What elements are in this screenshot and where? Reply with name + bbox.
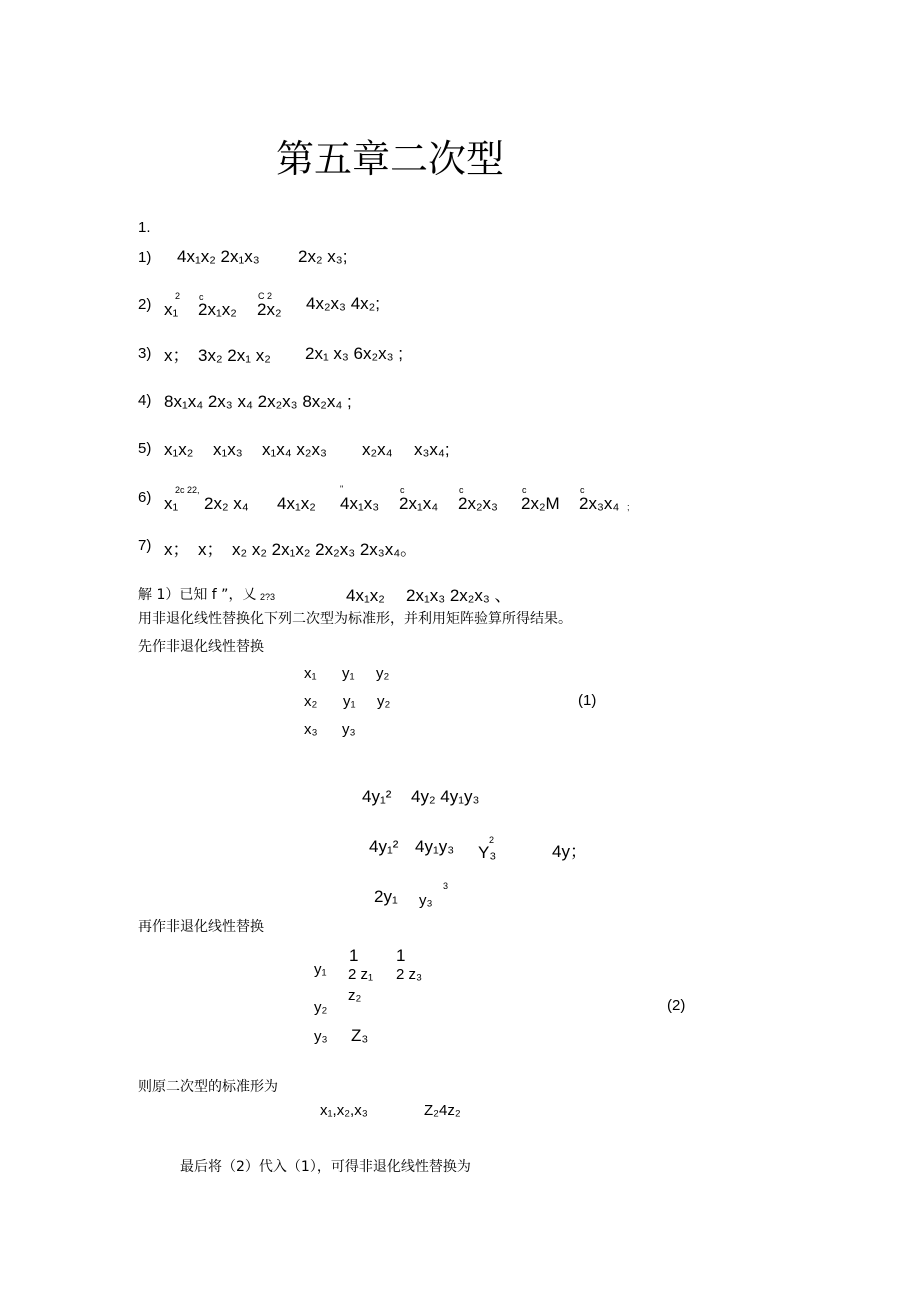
superscript: c	[199, 292, 204, 302]
variable: y₂	[314, 999, 328, 1016]
step-text: 再作非退化线性替换	[138, 919, 264, 935]
variable: Z₃	[351, 1026, 369, 1045]
solution-intro: 解 1）已知 f ”，乂	[138, 587, 257, 603]
superscript: c	[580, 485, 585, 495]
formula-part: 4y₂ 4y₁y₃	[411, 787, 480, 806]
formula-part: 4x₂x₃ 4x₂;	[306, 294, 380, 313]
formula-part: 4y₁²	[362, 787, 392, 806]
formula-part: 2x₁x₃ 2x₂x₃ 、	[406, 586, 512, 605]
variable: x₃	[304, 721, 318, 738]
formula-part: 4x₁x₂	[346, 586, 385, 605]
formula-part: x₁x₄ x₂x₃	[262, 440, 327, 459]
superscript: c	[522, 485, 527, 495]
step-text: 最后将（2）代入（1），可得非退化线性替换为	[180, 1159, 471, 1175]
formula-part: 4y₁²	[369, 837, 399, 856]
formula-part: ;	[627, 502, 630, 512]
formula-part: x；	[164, 346, 190, 365]
variable: y₁	[342, 665, 355, 682]
formula-part: 2x₃x₄	[579, 494, 620, 513]
variable: y₁	[343, 693, 356, 710]
variable: y₂	[376, 665, 390, 682]
formula-part: 2x₂ x₃;	[298, 247, 348, 266]
variable: y₃	[314, 1028, 328, 1045]
step-text: 先作非退化线性替换	[138, 639, 264, 655]
superscript: c	[400, 485, 405, 495]
page-title: 第五章二次型	[276, 137, 505, 181]
superscript: 2	[489, 835, 495, 845]
item-label: 3)	[138, 345, 152, 362]
formula-part: 2x₂ x₄	[204, 494, 249, 513]
formula-part: Y₃	[478, 843, 497, 862]
formula-part: x；	[198, 540, 224, 559]
formula-part: x₁x₃	[213, 440, 243, 459]
superscript: C 2	[258, 291, 273, 301]
formula-part: x₃x₄;	[414, 440, 450, 459]
formula-part: 2x₁ x₃ 6x₂x₃ ;	[305, 344, 403, 363]
superscript: "	[340, 484, 344, 494]
variable: x₂	[304, 693, 318, 710]
formula-part: 2x₁x₄	[399, 494, 439, 513]
formula-part: x₂x₄	[362, 440, 393, 459]
step-text: 则原二次型的标准形为	[138, 1079, 278, 1095]
item-label: 1)	[138, 249, 152, 266]
formula-part: x₁,x₂,x₃	[320, 1102, 368, 1119]
variable: y₂	[377, 693, 391, 710]
formula-part: x₁	[164, 300, 179, 319]
item-label: 6)	[138, 489, 152, 506]
formula-part: x；	[164, 540, 190, 559]
problem-statement: 用非退化线性替换化下列二次型为标准形，并利用矩阵验算所得结果。	[138, 611, 572, 627]
superscript: 2c 22,	[175, 485, 200, 495]
formula-part: 2x₁x₂	[198, 300, 237, 319]
item-label: 7)	[138, 537, 152, 554]
superscript: 3	[443, 881, 449, 891]
variable: y₁	[314, 961, 327, 978]
formula-part: 4y₁y₃	[415, 837, 455, 856]
section-number: 1.	[138, 219, 151, 236]
formula-part: x₁	[164, 494, 179, 513]
fraction-term: 2 z₁	[348, 966, 374, 983]
formula-part: 3x₂ 2x₁ x₂	[198, 346, 271, 365]
variable: y₃	[342, 721, 356, 738]
formula-part: 2x₂	[257, 300, 282, 319]
superscript: c	[459, 485, 464, 495]
subscript: 2?3	[260, 592, 276, 602]
formula-part: x₁x₂	[164, 440, 194, 459]
formula-part: 2y₁	[374, 887, 398, 906]
formula-part: 4x₁x₂	[277, 494, 316, 513]
formula-part: 2x₂M	[521, 494, 560, 513]
superscript: 2	[175, 291, 181, 301]
fraction-numerator: 1	[396, 946, 406, 965]
formula-part: 2x₂x₃	[458, 494, 498, 513]
formula-part: x₂ x₂ 2x₁x₂ 2x₂x₃ 2x₃x₄。	[232, 540, 418, 559]
formula-part: 8x₁x₄ 2x₃ x₄ 2x₂x₃ 8x₂x₄ ;	[164, 392, 352, 411]
formula-part: Z₂4z₂	[424, 1102, 461, 1119]
variable: x₁	[304, 665, 317, 682]
formula-part: 4x₁x₃	[340, 494, 380, 513]
fraction-term: 2 z₃	[396, 966, 423, 983]
fraction-numerator: 1	[349, 946, 359, 965]
item-label: 4)	[138, 392, 152, 409]
equation-number: (1)	[578, 692, 597, 709]
item-label: 2)	[138, 296, 152, 313]
equation-number: (2)	[667, 997, 686, 1014]
formula-part: y₃	[419, 892, 433, 909]
formula-part: 4x₁x₂ 2x₁x₃	[177, 247, 260, 266]
formula-part: 4y；	[552, 842, 587, 861]
item-label: 5)	[138, 440, 152, 457]
variable: z₂	[348, 987, 362, 1004]
